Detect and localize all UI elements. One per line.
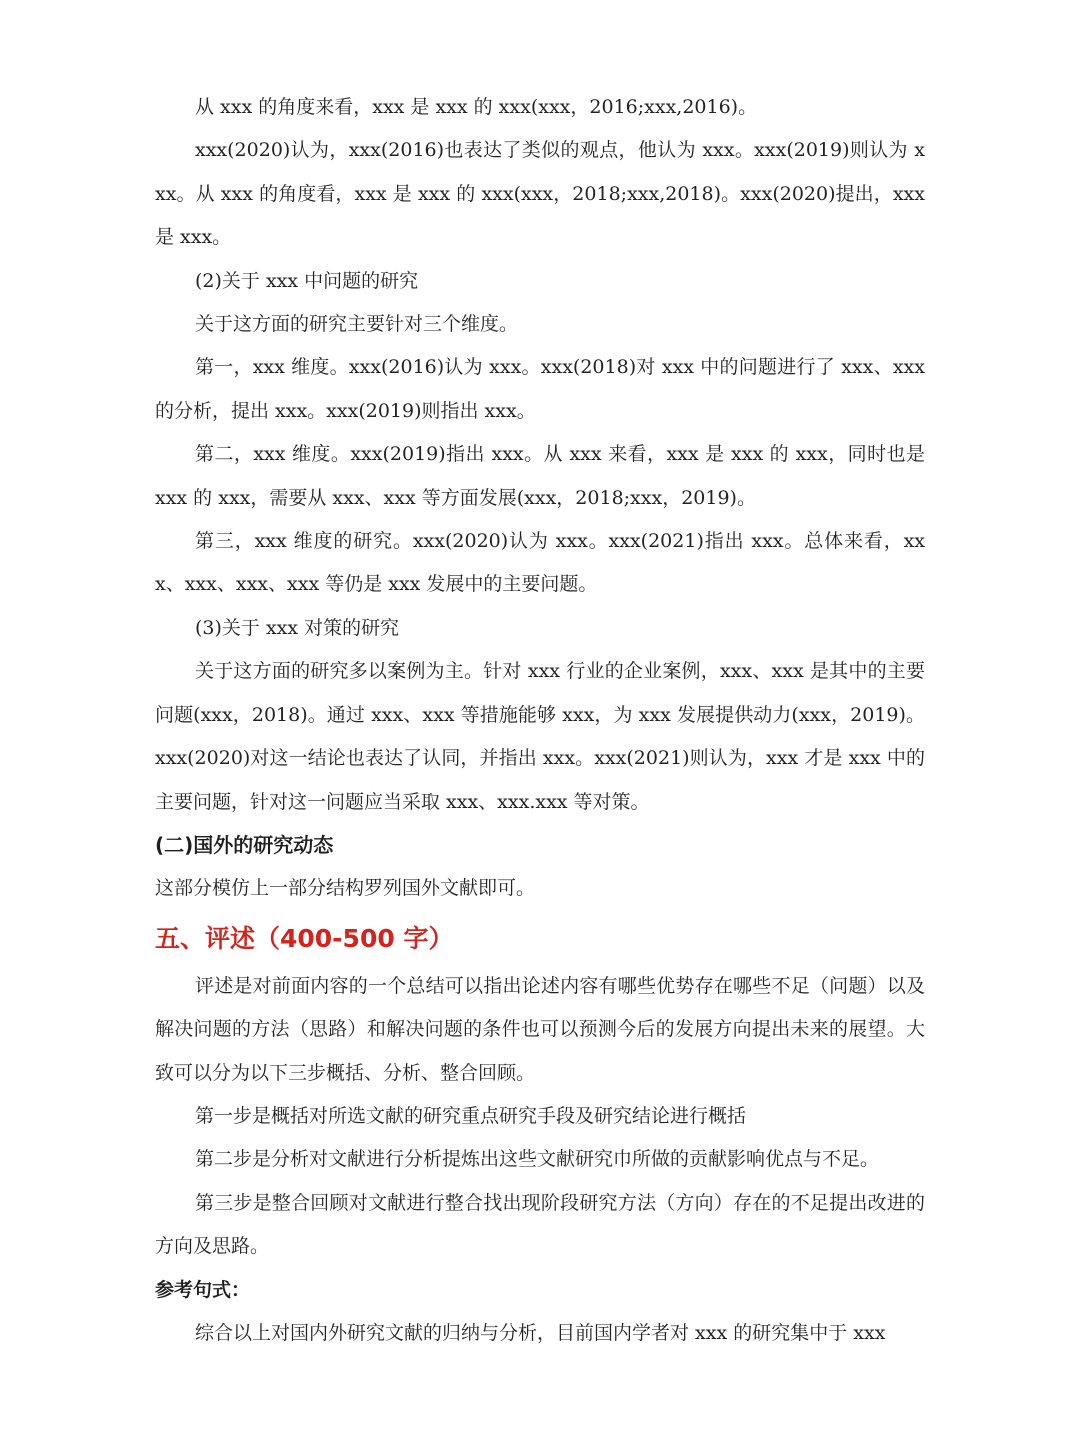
paragraph-step-three: 第三步是整合回顾对文献进行整合找出现阶段研究方法（方向）存在的不足提出改进的方向及思路。: [155, 1191, 925, 1258]
paragraph-step-one: 第一步是概括对所选文献的研究重点研究手段及研究结论进行概括: [195, 1104, 747, 1127]
paragraph-foreign-research: 这部分模仿上一部分结构罗列国外文献即可。: [155, 877, 536, 900]
paragraph-dimension-two: 第二，xxx 维度。xxx(2019)指出 xxx。从 xxx 来看，xxx 是 xxx 的 xxx，同时也是 xxx 的 xxx，需要从 xxx、xxx 等方面发展(xxx，2018;xxx，2019)。: [155, 443, 925, 509]
paragraph-dimension-three: 第三，xxx 维度的研究。xxx(2020)认为 xxx。xxx(2021)指出 xxx。总体来看，xxx、xxx、xxx、xxx 等仍是 xxx 发展中的主要问题。: [155, 530, 925, 596]
paragraph-dimension-one: 第一，xxx 维度。xxx(2016)认为 xxx。xxx(2018)对 xxx 中的问题进行了 xxx、xxx 的分析，提出 xxx。xxx(2019)则指出 xxx。: [155, 356, 925, 422]
document-content: [155, 86, 925, 1355]
paragraph-case-studies: 关于这方面的研究多以案例为主。针对 xxx 行业的企业案例，xxx、xxx 是其中的主要问题(xxx，2018)。通过 xxx、xxx 等措施能够 xxx，为 xxx 发展提供动力(xxx，2019)。xxx(2020)对这一结论也表达了认同，并指出 xxx。xxx(2021)则认为，xxx 才是 xxx 中的主要问题，针对这一问题应当采取 xxx、xxx.xxx 等对策。: [155, 660, 925, 813]
paragraph-review-intro: 评述是对前面内容的一个总结可以指出论述内容有哪些优势存在哪些不足（问题）以及解决问题的方法（思路）和解决问题的条件也可以预测今后的发展方向提出未来的展望。大致可以分为以下三步概括、分析、整合回顾。: [155, 974, 925, 1084]
heading-foreign-research: (二)国外的研究动态: [155, 832, 334, 857]
paragraph-three-dimensions: 关于这方面的研究主要针对三个维度。: [195, 313, 519, 336]
paragraph-reference-sentence: 综合以上对国内外研究文献的归纳与分析，目前国内学者对 xxx 的研究集中于 xxx: [195, 1321, 886, 1344]
subheading-countermeasures-research: (3)关于 xxx 对策的研究: [195, 616, 400, 639]
heading-reference-sentences: 参考句式：: [155, 1278, 251, 1301]
paragraph-step-two: 第二步是分析对文献进行分析提炼出这些文献研究巾所做的贡献影响优点与不足。: [195, 1148, 880, 1171]
paragraph-perspective: 从 xxx 的角度来看，xxx 是 xxx 的 xxx(xxx，2016;xxx,2016)。: [195, 96, 758, 118]
paragraph-viewpoints: xxx(2020)认为，xxx(2016)也表达了类似的观点，他认为 xxx。xxx(2019)则认为 xxx。从 xxx 的角度看，xxx 是 xxx 的 xxx(xxx，2018;xxx,2018)。xxx(2020)提出，xxx 是 xxx。: [155, 139, 925, 249]
section-heading-review: 五、评述（400-500 字）: [155, 923, 454, 953]
subheading-problems-research: (2)关于 xxx 中问题的研究: [195, 269, 419, 292]
